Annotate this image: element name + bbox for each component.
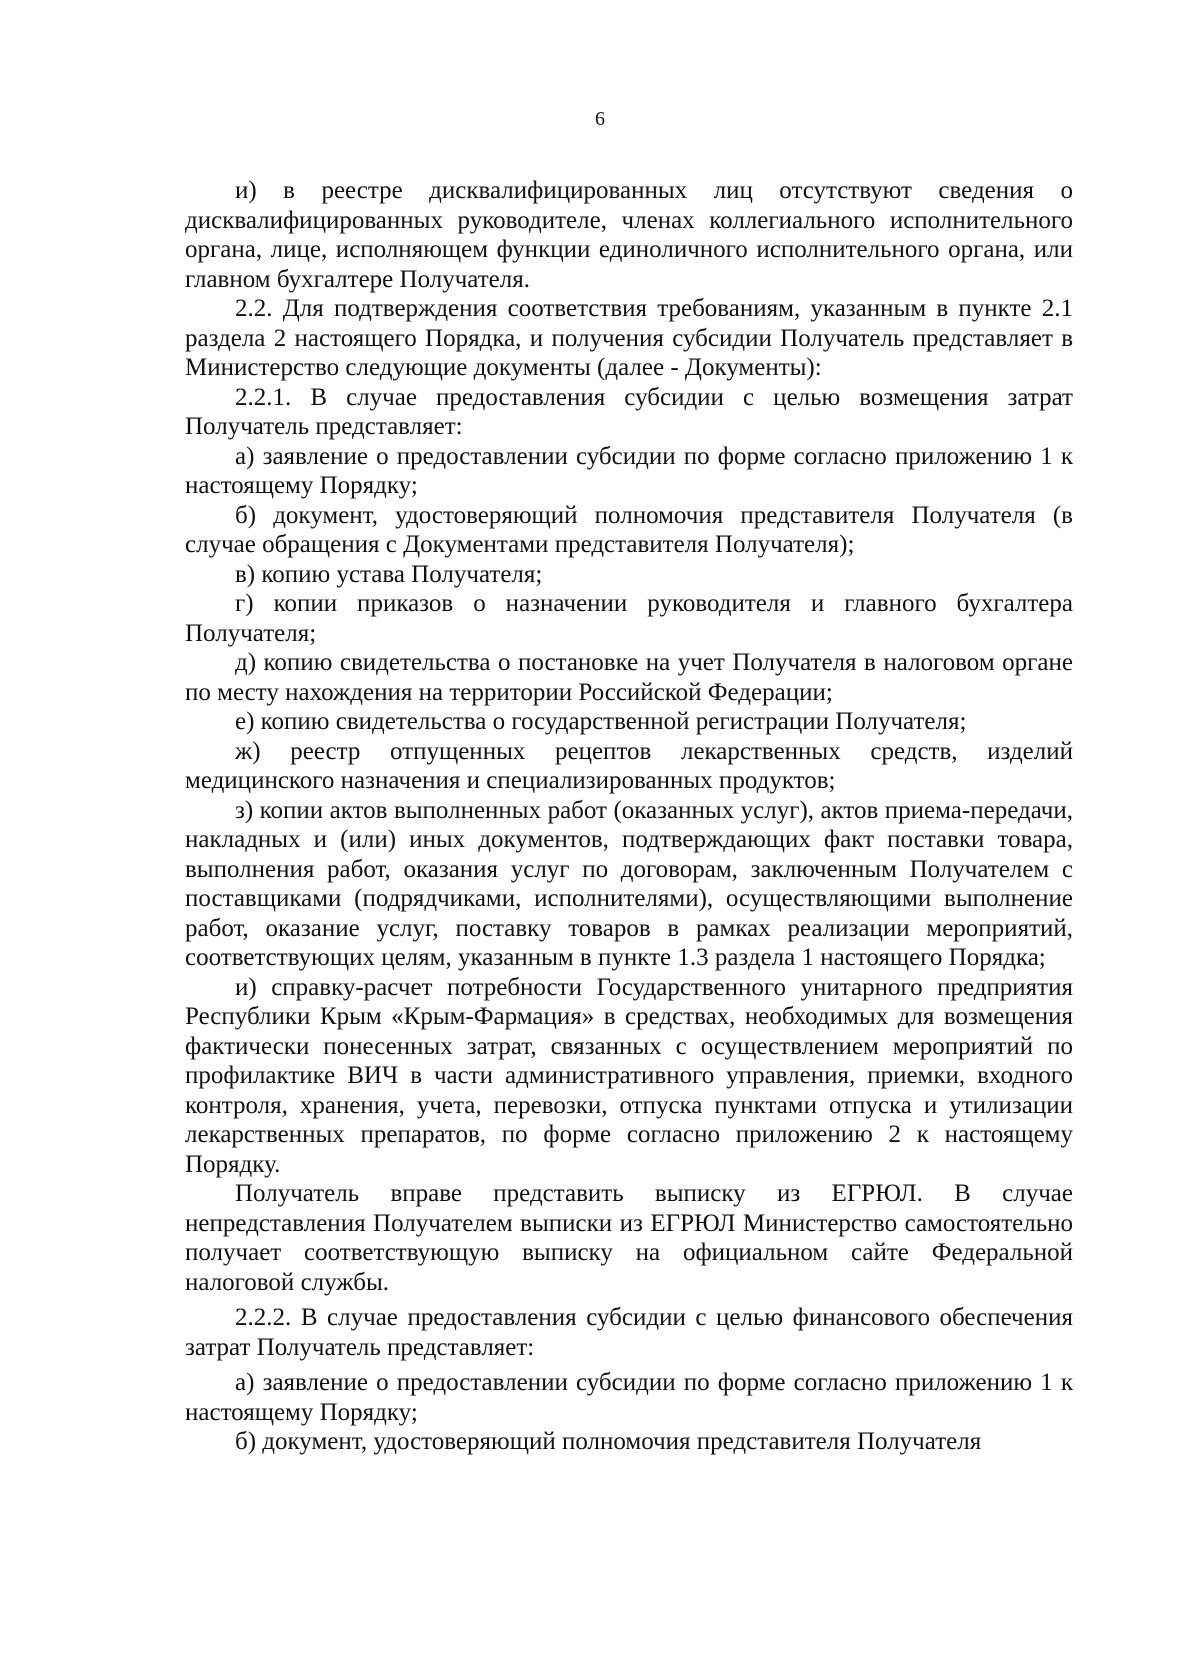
paragraph-2-2-1: 2.2.1. В случае предоставления субсидии с целью возмещения затрат Получатель представляет: — [185, 383, 1073, 440]
list-item-b-2: б) документ, удостоверяющий полномочия представителя Получателя — [235, 1428, 982, 1455]
page-number: 6 — [595, 108, 605, 130]
list-item-v: в) копию устава Получателя; — [235, 560, 543, 588]
list-item-i: и) справку-расчет потребности Государственного унитарного предприятия Республики Крым «Крым-Фармация» в средствах, необходимых для возмещения фактически понесенных затрат, связанных с осуществлением мероприятий по профилактике ВИЧ в части административного управления, приемки, входного контроля, хранения, учета, перевозки, отпуска пунктами отпуска и утилизации лекарственных препаратов, по форме согласно приложению 2 к настоящему Порядку. — [185, 973, 1073, 1178]
paragraph-egrul-extract: Получатель вправе представить выписку из ЕГРЮЛ. В случае непредставления Получателем выписки из ЕГРЮЛ Министерство самостоятельно получает соответствующую выписку на официальном сайте Федеральной налоговой службы. — [185, 1180, 1073, 1296]
list-item-e: е) копию свидетельства о государственной регистрации Получателя; — [235, 708, 967, 735]
paragraph-2-2: 2.2. Для подтверждения соответствия требованиям, указанным в пункте 2.1 раздела 2 настоящего Порядка, и получения субсидии Получатель представляет в Министерство следующие документы (далее - Документы): — [185, 295, 1073, 381]
list-item-a: а) заявление о предоставлении субсидии по форме согласно приложению 1 к настоящему Порядку; — [185, 442, 1073, 499]
list-item-d: д) копию свидетельства о постановке на учет Получателя в налоговом органе по месту нахождения на территории Российской Федерации; — [185, 649, 1073, 706]
list-item-g: г) копии приказов о назначении руководителя и главного бухгалтера Получателя; — [185, 590, 1073, 647]
document-body — [185, 176, 1073, 1457]
list-item-zh: ж) реестр отпущенных рецептов лекарственных средств, изделий медицинского назначения и специализированных продуктов; — [185, 737, 1073, 794]
paragraph-disqualified-registry: и) в реестре дисквалифицированных лиц отсутствуют сведения о дисквалифицированных руководителе, членах коллегиального исполнительного органа, лице, исполняющем функции единоличного исполнительного органа, или главном бухгалтере Получателя. — [185, 177, 1073, 293]
list-item-z: з) копии актов выполненных работ (оказанных услуг), актов приема-передачи, накладных и (или) иных документов, подтверждающих факт поставки товара, выполнения работ, оказания услуг по договорам, заключенным Получателем с поставщиками (подрядчиками, исполнителями), осуществляющими выполнение работ, оказание услуг, поставку товаров в рамках реализации мероприятий, соответствующих целям, указанным в пункте 1.3 раздела 1 настоящего Порядка; — [185, 796, 1073, 971]
list-item-b: б) документ, удостоверяющий полномочия представителя Получателя (в случае обращения с Документами представителя Получателя); — [185, 501, 1073, 558]
paragraph-2-2-2: 2.2.2. В случае предоставления субсидии с целью финансового обеспечения затрат Получатель представляет: — [185, 1304, 1073, 1361]
list-item-a-2: а) заявление о предоставлении субсидии по форме согласно приложению 1 к настоящему Порядку; — [185, 1369, 1073, 1426]
